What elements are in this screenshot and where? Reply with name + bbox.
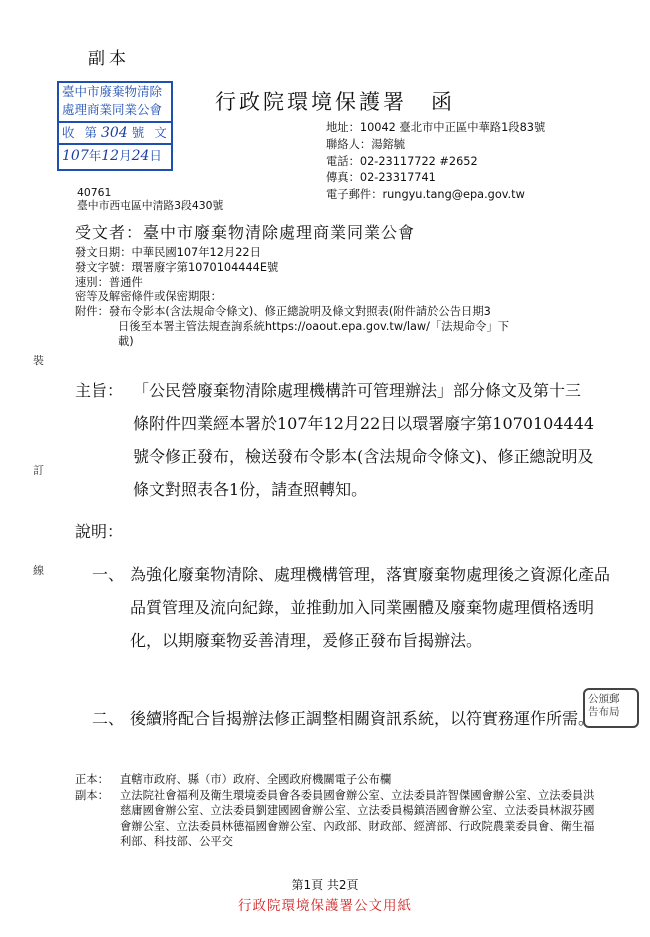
footer-org: 行政院環境保護署公文用紙 (238, 898, 412, 914)
copy-text: 立法院社會福利及衛生環境委員會各委員國會辦公室、立法委員許智傑國會辦公室、立法委員洪慈庸國會辦公室、立法委員劉建國國會辦公室、立法委員楊鎮浯國會辦公室、立法委員林淑芬國會辦公室、立法委員林德福國會辦公室、內政部、財政部、經濟部、行政院農業委員會、衛生福利部、科技部、公平交 (120, 788, 595, 849)
zip-code: 40761 (77, 186, 112, 199)
item-number: 一、 (92, 565, 125, 584)
stamp-recv-mid: 第 (84, 125, 98, 140)
seal-line-1: 公頒郵 (588, 693, 620, 705)
stamp-line-2: 處理商業同業公會 (62, 102, 163, 117)
explanation-item-1 (92, 558, 612, 657)
issue-date: 發文日期：中華民國107年12月22日 (75, 246, 261, 259)
item-text: 後續將配合旨揭辦法修正調整相關資訊系統，以符實務運作所需。 (130, 709, 595, 728)
item-number: 二、 (92, 709, 125, 728)
binding-mark-line: 線 (33, 564, 44, 577)
main-label: 正本： (75, 773, 109, 786)
attachment-line-1: 附件：發布令影本(含法規命令條文)、修正總說明及條文對照表(附件請於公告日期3 (75, 305, 491, 319)
main-text: 直轄市政府、縣（市）政府、全國政府機關電子公布欄 (120, 773, 392, 786)
page-number: 第1頁 共2頁 (291, 878, 359, 892)
stamp-date-year: 107 (62, 148, 89, 164)
stamp-date-d: 日 (149, 148, 162, 163)
security-level: 密等及解密條件或保密期限： (75, 290, 222, 304)
recipient-address (77, 186, 223, 212)
seal-line-2: 告布局 (588, 706, 620, 718)
stamp-recv-number: 304 (101, 125, 128, 141)
address: 地址：10042 臺北市中正區中華路1段83號 (326, 121, 546, 134)
issue-number: 發文字號：環署廢字第1070104444E號 (75, 260, 279, 274)
binding-mark-seal: 裝 (33, 354, 44, 367)
document-meta (75, 246, 509, 350)
copy-mark: 副本 (88, 49, 130, 69)
stamp-date-day: 24 (131, 148, 150, 164)
receipt-stamp (57, 81, 173, 171)
main-recipients (75, 772, 595, 788)
copy-label: 副本： (75, 788, 109, 802)
fax: 傳真：02-23317741 (326, 171, 436, 185)
stamp-recv-suffix: 號 (131, 125, 145, 140)
item-text: 為強化廢棄物清除、處理機構管理，落實廢棄物處理後之資源化產品品質管理及流向紀錄，並推動加入同業團體及廢棄物處理價格透明化，以期廢棄物妥善清理，爰修正發布旨揭辦法。 (130, 565, 611, 650)
agency-title: 行政院環境保護署 函 (215, 90, 455, 114)
contact-block (326, 120, 545, 204)
street-address: 臺中市西屯區中清路3段430號 (77, 199, 224, 212)
speed: 速別：普通件 (75, 275, 143, 289)
phone: 電話：02-23117722 #2652 (326, 154, 478, 168)
stamp-recv-end: 文 (154, 125, 167, 140)
binding-mark-bind: 訂 (33, 464, 44, 477)
stamp-date-y: 年 (88, 148, 102, 163)
attachment-line-2: 日後至本署主管法規查詢系統https://oaout.epa.gov.tw/law/「法規命令」下 (118, 319, 510, 333)
copy-recipients (75, 788, 595, 850)
stamp-recv-prefix: 收 (62, 125, 75, 140)
email: 電子郵件：rungyu.tang@epa.gov.tw (326, 188, 525, 202)
subject (75, 374, 595, 506)
stamp-date-m: 月 (119, 148, 132, 163)
attachment-line-3: 載) (118, 334, 134, 348)
stamp-receipt-number (59, 121, 171, 145)
stamp-line-1: 臺中市廢棄物清除 (62, 84, 163, 99)
explanation-label: 說明： (75, 522, 124, 541)
stamp-date-month: 12 (101, 148, 120, 164)
recipient: 受文者：臺中市廢棄物清除處理商業同業公會 (75, 223, 416, 242)
contact-person: 聯絡人：湯鎔毓 (326, 137, 406, 151)
stamp-date (59, 145, 171, 167)
subject-body: 「公民營廢棄物清除處理機構許可管理辦法」部分條文及第十三條附件四業經本署於107年12月22日以環署廢字第1070104444號令修正發布，檢送發布令影本(含法規命令條文)、修正總說明及條文對照表各1份，請查照轉知。 (133, 381, 595, 499)
publication-seal (583, 688, 639, 728)
explanation-item-2 (92, 702, 612, 735)
distribution-list (75, 772, 595, 850)
subject-label: 主旨： (75, 381, 124, 400)
